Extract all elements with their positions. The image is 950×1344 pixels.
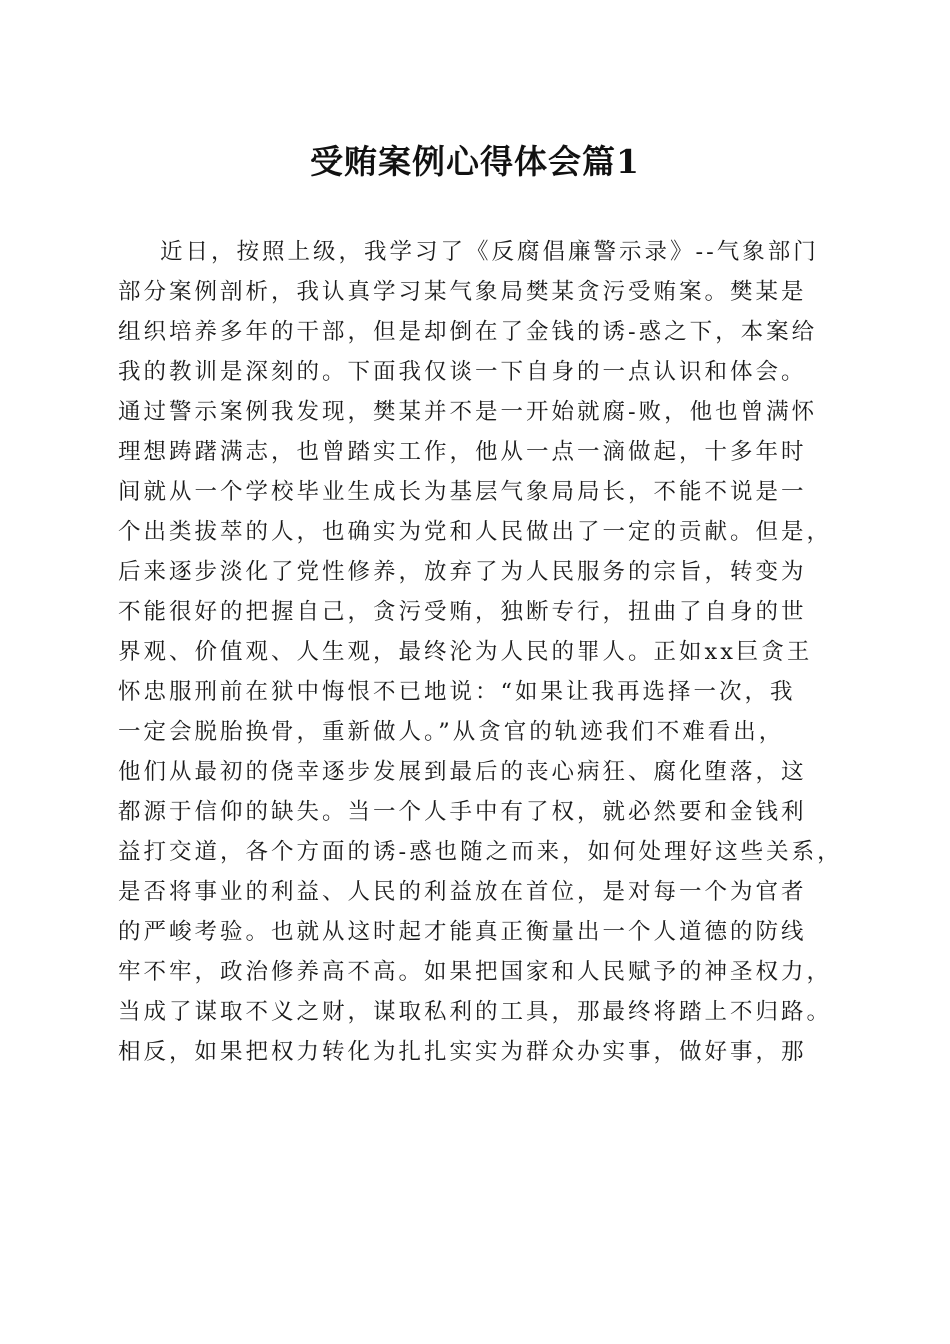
body-line: 部分案例剖析，我认真学习某气象局樊某贪污受贿案。樊某是 bbox=[118, 279, 807, 305]
body-line: 牢不牢，政治修养高不高。如果把国家和人民赋予的神圣权力， bbox=[118, 959, 833, 985]
body-line: 界观、价值观、人生观，最终沦为人民的罪人。正如xx巨贪王 bbox=[118, 639, 813, 665]
body-line: 他们从最初的侥幸逐步发展到最后的丧心病狂、腐化堕落，这 bbox=[118, 759, 807, 785]
body-line: 一定会脱胎换骨，重新做人。”从贪官的轨迹我们不难看出， bbox=[118, 719, 785, 745]
body-line: 间就从一个学校毕业生成长为基层气象局局长，不能不说是一 bbox=[118, 479, 807, 505]
body-line: 都源于信仰的缺失。当一个人手中有了权，就必然要和金钱利 bbox=[118, 799, 807, 825]
body-line: 近日，按照上级，我学习了《反腐倡廉警示录》--气象部门 bbox=[160, 239, 819, 265]
body-line: 通过警示案例我发现，樊某并不是一开始就腐-败，他也曾满怀 bbox=[118, 399, 818, 425]
body-line: 理想踌躇满志，也曾踏实工作，他从一点一滴做起，十多年时 bbox=[118, 439, 807, 465]
body-line: 后来逐步淡化了党性修养，放弃了为人民服务的宗旨，转变为 bbox=[118, 559, 807, 585]
body-line: 当成了谋取不义之财，谋取私利的工具，那最终将踏上不归路。 bbox=[118, 999, 833, 1025]
body-line: 组织培养多年的干部，但是却倒在了金钱的诱-惑之下，本案给 bbox=[118, 319, 818, 345]
body-line: 不能很好的把握自己，贪污受贿，独断专行，扭曲了自身的世 bbox=[118, 599, 807, 625]
body-line: 我的教训是深刻的。下面我仅谈一下自身的一点认识和体会。 bbox=[118, 359, 807, 385]
body-line: 个出类拔萃的人，也确实为党和人民做出了一定的贡献。但是， bbox=[118, 519, 833, 545]
body-line: 的严峻考验。也就从这时起才能真正衡量出一个人道德的防线 bbox=[118, 919, 807, 945]
body-line: 是否将事业的利益、人民的利益放在首位，是对每一个为官者 bbox=[118, 879, 807, 905]
document-title: 受贿案例心得体会篇1 bbox=[310, 142, 640, 181]
document-body bbox=[118, 232, 843, 1072]
body-line: 益打交道，各个方面的诱-惑也随之而来，如何处理好这些关系， bbox=[118, 839, 843, 865]
body-line: 怀忠服刑前在狱中悔恨不已地说：“如果让我再选择一次，我 bbox=[118, 679, 796, 705]
body-line: 相反，如果把权力转化为扎扎实实为群众办实事，做好事，那 bbox=[118, 1039, 807, 1065]
